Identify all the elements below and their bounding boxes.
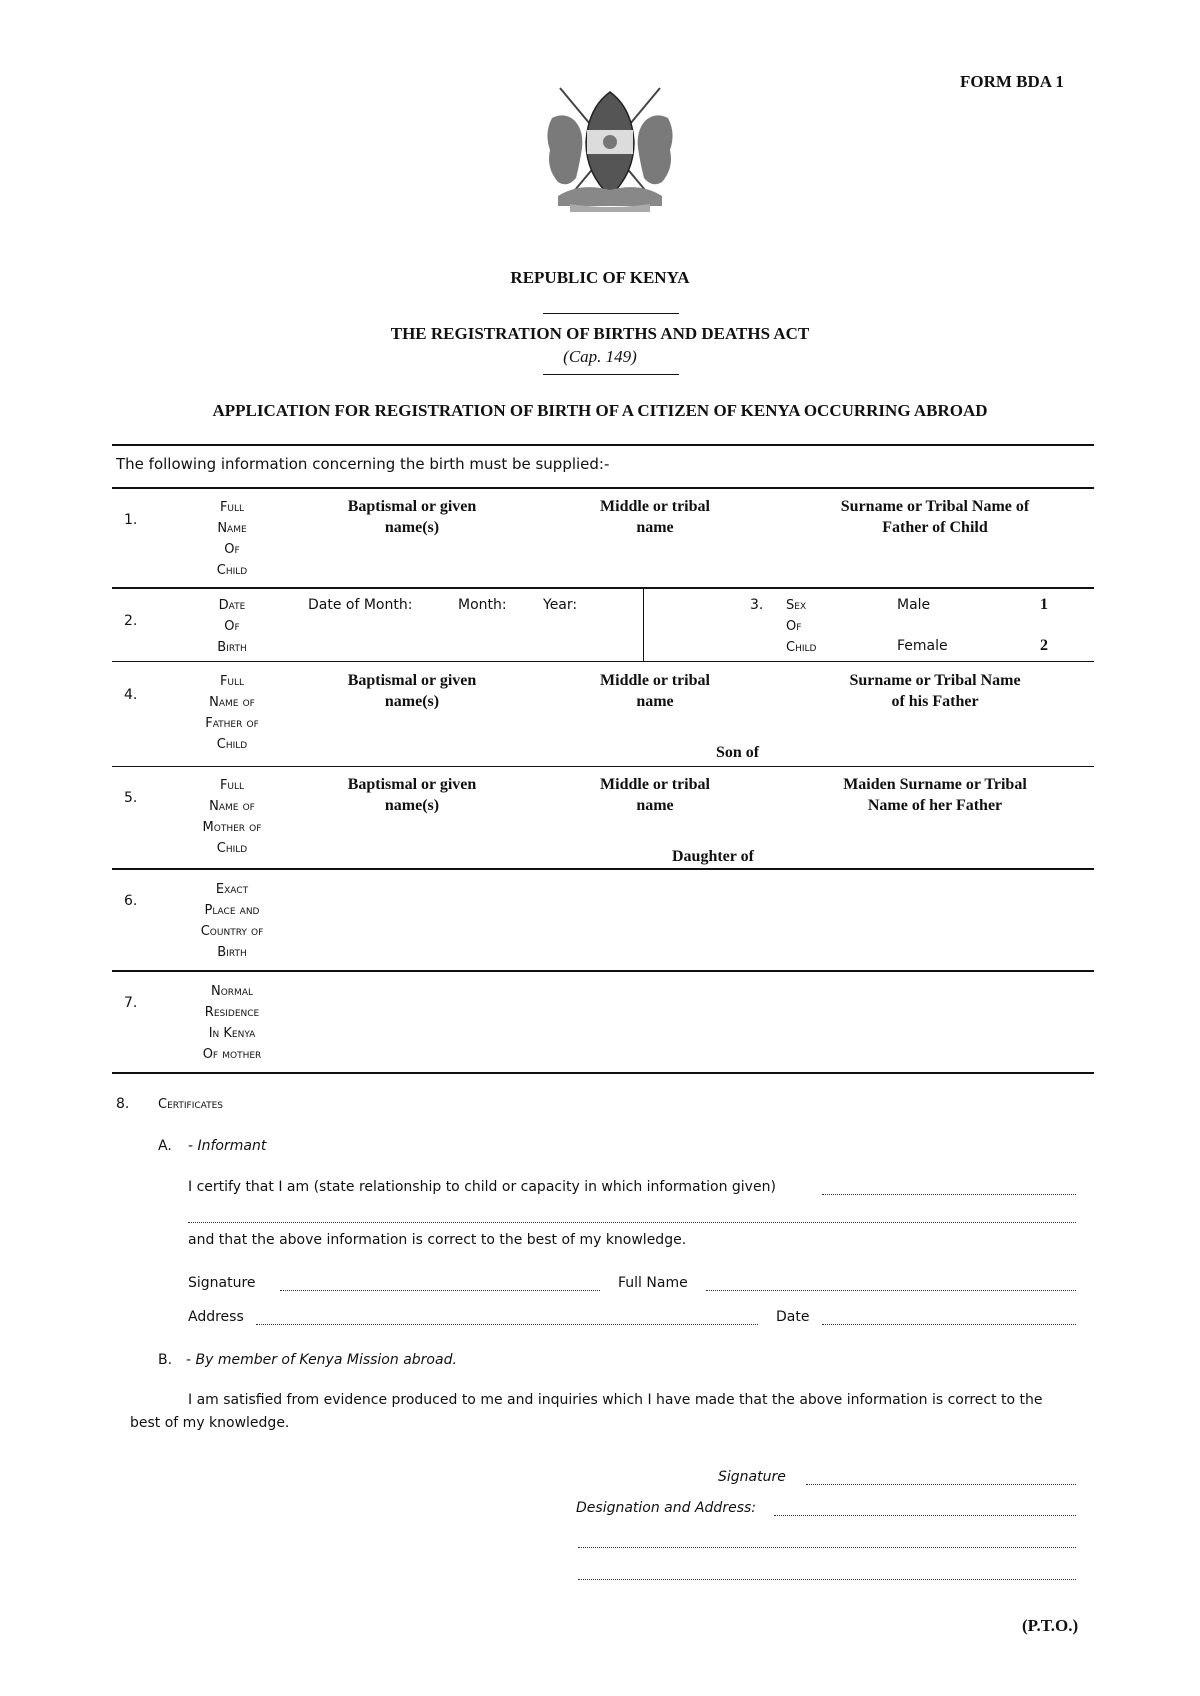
informant-declaration: and that the above information is correct to the best of my knowledge.: [188, 1232, 687, 1248]
designation-field-line2[interactable]: [578, 1547, 1076, 1548]
row5-bottom-rule: [112, 868, 1094, 870]
son-of-label: Son of: [716, 744, 760, 761]
informant-signature-field[interactable]: [280, 1290, 600, 1291]
row1-col2-header: Middle or tribal name: [600, 498, 710, 536]
address-field[interactable]: [256, 1324, 758, 1325]
daughter-of-label: Daughter of: [672, 848, 754, 865]
sex-male-label: Male: [897, 597, 931, 613]
section-b-label: B.: [158, 1352, 173, 1368]
date-field[interactable]: [822, 1324, 1076, 1325]
row4-label: Full Name of Father of Child: [205, 674, 259, 752]
act-cap: (Cap. 149): [563, 347, 637, 366]
date-label: Date: [776, 1309, 810, 1325]
row4-number: 4.: [124, 687, 138, 703]
mission-signature-label: Signature: [718, 1469, 786, 1485]
row1-number: 1.: [124, 512, 138, 528]
republic-heading: REPUBLIC OF KENYA: [510, 268, 690, 287]
row2-bottom-rule: [112, 661, 1094, 662]
row1-col1-header: Baptismal or given name(s): [347, 498, 477, 536]
row1-bottom-rule: [112, 587, 1094, 589]
act-title: THE REGISTRATION OF BIRTHS AND DEATHS ACT: [390, 324, 810, 343]
section-a-title: - Informant: [188, 1138, 267, 1154]
informant-signature-label: Signature: [188, 1275, 256, 1291]
intro-text: The following information concerning the birth must be supplied:-: [116, 455, 610, 473]
sex-female-code: 2: [1040, 637, 1048, 654]
section-b-title: - By member of Kenya Mission abroad.: [186, 1352, 457, 1368]
table-top-rule: [112, 444, 1094, 446]
form-code: FORM BDA 1: [960, 72, 1064, 91]
row6-bottom-rule: [112, 970, 1094, 972]
row5-col1-header: Baptismal or given name(s): [347, 776, 477, 814]
informant-statement: I certify that I am (state relationship to child or capacity in which information given): [188, 1179, 776, 1195]
section-a-label: A.: [158, 1138, 172, 1154]
row1-col3-header: Surname or Tribal Name of Father of Child: [840, 498, 1030, 536]
mission-statement-line2: best of my knowledge.: [130, 1415, 290, 1431]
mission-signature-field[interactable]: [806, 1484, 1076, 1485]
designation-field-line3[interactable]: [578, 1579, 1076, 1580]
row5-label: Full Name of Mother of Child: [202, 778, 262, 856]
divider-short-1: [543, 313, 679, 314]
application-title: APPLICATION FOR REGISTRATION OF BIRTH OF A CITIZEN OF KENYA OCCURRING ABROAD: [212, 401, 988, 420]
date-of-month-label: Date of Month:: [308, 597, 413, 613]
row3-number: 3.: [750, 597, 764, 613]
pto-label: (P.T.O.): [1022, 1616, 1079, 1635]
month-label: Month:: [458, 597, 507, 613]
row4-col3-header: Surname or Tribal Name of his Father: [849, 672, 1021, 710]
row7-number: 7.: [124, 995, 138, 1011]
table-bottom-rule: [112, 1072, 1094, 1074]
address-label: Address: [188, 1309, 244, 1325]
section8-number: 8.: [116, 1096, 130, 1112]
divider-short-2: [543, 374, 679, 375]
row3-label: Sex Of Child: [786, 598, 817, 655]
section8-title: Certificates: [158, 1097, 223, 1112]
mission-statement-line1: I am satisfied from evidence produced to me and inquiries which I have made that the above information is correct to the: [188, 1392, 1043, 1408]
row6-label: Exact Place and Country of Birth: [200, 882, 264, 960]
designation-field[interactable]: [774, 1515, 1076, 1516]
year-label: Year:: [543, 597, 578, 613]
coat-of-arms-emblem: [540, 78, 680, 218]
table-header-rule: [112, 487, 1094, 489]
row2-vertical-divider: [643, 589, 644, 661]
row5-col2-header: Middle or tribal name: [600, 776, 710, 814]
row6-number: 6.: [124, 893, 138, 909]
full-name-label: Full Name: [618, 1275, 688, 1291]
row7-label: Normal Residence In Kenya Of mother: [202, 984, 262, 1062]
row4-col2-header: Middle or tribal name: [600, 672, 710, 710]
full-name-field[interactable]: [706, 1290, 1076, 1291]
sex-female-label: Female: [897, 638, 948, 654]
row5-col3-header: Maiden Surname or Tribal Name of her Father: [843, 776, 1027, 814]
relationship-field-continued[interactable]: [188, 1222, 1076, 1223]
row4-col1-header: Baptismal or given name(s): [347, 672, 477, 710]
designation-label: Designation and Address:: [576, 1500, 756, 1516]
row2-label: Date Of Birth: [217, 598, 247, 655]
row4-bottom-rule: [112, 766, 1094, 767]
relationship-field[interactable]: [822, 1194, 1076, 1195]
row1-label: Full Name Of Child: [216, 500, 248, 578]
row5-number: 5.: [124, 790, 138, 806]
row2-number: 2.: [124, 613, 138, 629]
sex-male-code: 1: [1040, 596, 1048, 613]
